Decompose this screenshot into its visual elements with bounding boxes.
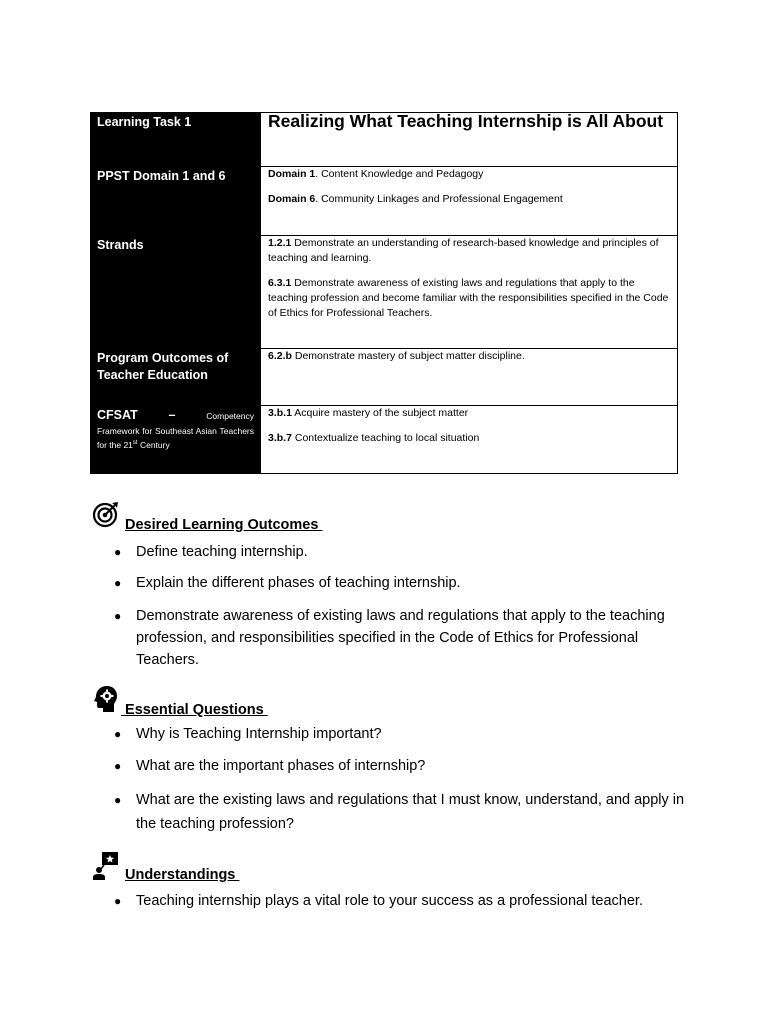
presenter-icon [92,852,120,880]
understandings-section [92,852,692,912]
domain-cell [261,167,678,236]
list-item: ● What are the important phases of internship? [92,757,692,777]
cfsat-row [91,406,678,474]
domain-item: Domain 1. Content Knowledge and Pedagogy [268,168,484,180]
domain-item: Domain 6. Community Linkages and Professional Engagement [268,193,563,205]
strand-item: 6.3.1 Demonstrate awareness of existing laws and regulations that apply to the teaching profession and become familiar with the responsibilities specified in the Code of Ethics for Professional Teachers. [268,277,669,319]
strands-label: Strands [91,236,261,349]
title-row [91,113,678,167]
cfsat-acronym: CFSAT [97,408,138,422]
cfsat-label [91,406,261,474]
cfsat-item: 3.b.1 Acquire mastery of the subject matter [268,407,469,419]
section-title: Understandings [125,867,240,883]
bullet: ● [114,575,122,590]
title-cell [261,113,678,167]
domain-label: PPST Domain 1 and 6 [91,167,261,236]
strand-item: 1.2.1 Demonstrate an understanding of research-based knowledge and principles of teaching and learning. [268,237,659,264]
bullet: ● [114,894,122,908]
understandings-list [92,892,692,912]
bullet: ● [114,758,122,773]
section-title: Desired Learning Outcomes [125,517,323,533]
cfsat-word: Competency [206,411,254,421]
outcomes-row [91,349,678,406]
domain-row [91,167,678,236]
cfsat-description: Framework for Southeast Asian Teachers for the 21st Century [97,426,254,450]
list-item: ● Demonstrate awareness of existing laws and regulations that apply to the teaching profession, and responsibilities specified in the Code of Ethics for Professional Teachers. [92,605,692,671]
bullet: ● [114,793,122,807]
bullet: ● [114,545,122,559]
section-header [92,685,692,719]
list-item: ● Why is Teaching Internship important? [92,725,692,745]
page-title: Realizing What Teaching Internship is All About [268,111,664,131]
questions-list [92,725,692,836]
learning-task-table [90,112,678,474]
list-item: ● Explain the different phases of teaching internship. [92,574,692,594]
cfsat-dash: – [168,408,176,422]
outcomes-cell [261,349,678,406]
bullet: ● [114,609,122,623]
desired-learning-outcomes-section [92,500,692,671]
cfsat-head [97,407,254,425]
list-item: ● What are the existing laws and regulations that I must know, understand, and apply in the teaching profession? [92,788,692,836]
cfsat-cell [261,406,678,474]
strands-cell [261,236,678,349]
bullet: ● [114,727,122,741]
learning-task-label: Learning Task 1 [91,113,261,167]
strands-row [91,236,678,349]
list-item: ● Teaching internship plays a vital role to your success as a professional teacher. [92,892,692,912]
program-outcomes-label: Program Outcomes of Teacher Education [91,349,261,406]
cfsat-item: 3.b.7 Contextualize teaching to local situation [268,432,480,444]
head-gear-icon [92,685,120,713]
section-header [92,852,692,886]
outcome-item: 6.2.b Demonstrate mastery of subject matter discipline. [268,350,525,362]
section-header [92,500,692,534]
essential-questions-section [92,685,692,836]
outcomes-list [92,543,692,671]
target-icon [92,500,120,528]
section-title: Essential Questions [121,702,268,718]
list-item: ● Define teaching internship. [92,543,692,563]
